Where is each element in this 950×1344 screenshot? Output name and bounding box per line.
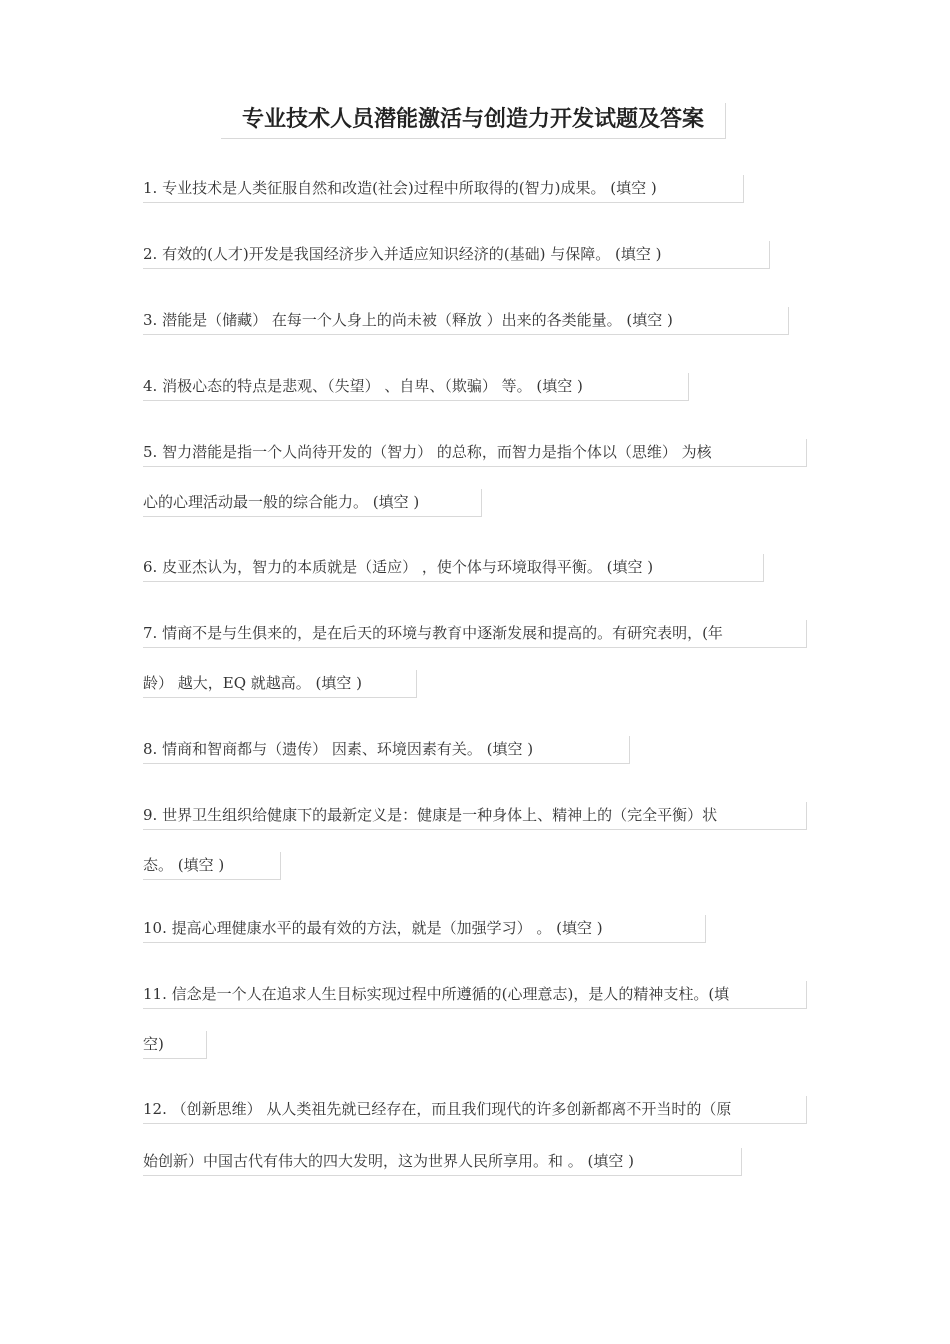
question-7-line-2: 龄） 越大，EQ 就越高。 (填空 ): [143, 670, 417, 698]
question-5-line-2: 心的心理活动最一般的综合能力。 (填空 ): [143, 489, 482, 517]
question-1: 1. 专业技术是人类征服自然和改造(社会)过程中所取得的(智力)成果。 (填空 ): [143, 175, 744, 203]
question-8: 8. 情商和智商都与（遗传） 因素、环境因素有关。 (填空 ): [143, 736, 630, 764]
question-11-line-1: 11. 信念是一个人在追求人生目标实现过程中所遵循的(心理意志)，是人的精神支柱。(填: [143, 981, 807, 1009]
page-title: 专业技术人员潜能激活与创造力开发试题及答案: [221, 103, 726, 139]
question-9-line-1: 9. 世界卫生组织给健康下的最新定义是：健康是一种身体上、精神上的（完全平衡）状: [143, 802, 807, 830]
question-11-line-2: 空): [143, 1031, 207, 1059]
question-4: 4. 消极心态的特点是悲观、（失望） 、自卑、（欺骗） 等。 (填空 ): [143, 373, 689, 401]
question-9-line-2: 态。 (填空 ): [143, 852, 281, 880]
question-5-line-1: 5. 智力潜能是指一个人尚待开发的（智力） 的总称，而智力是指个体以（思维） 为核: [143, 439, 807, 467]
question-12-line-2: 始创新）中国古代有伟大的四大发明，这为世界人民所享用。和 。 (填空 ): [143, 1148, 742, 1176]
question-6: 6. 皮亚杰认为，智力的本质就是（适应） ，使个体与环境取得平衡。 (填空 ): [143, 554, 764, 582]
question-2: 2. 有效的(人才)开发是我国经济步入并适应知识经济的(基础) 与保障。 (填空 ): [143, 241, 770, 269]
question-12-line-1: 12. （创新思维） 从人类祖先就已经存在，而且我们现代的许多创新都离不开当时的（原: [143, 1096, 807, 1124]
question-10: 10. 提高心理健康水平的最有效的方法，就是（加强学习） 。 (填空 ): [143, 915, 706, 943]
question-3: 3. 潜能是（储藏） 在每一个人身上的尚未被（释放 ）出来的各类能量。 (填空 ): [143, 307, 789, 335]
question-7-line-1: 7. 情商不是与生俱来的，是在后天的环境与教育中逐渐发展和提高的。有研究表明，(年: [143, 620, 807, 648]
